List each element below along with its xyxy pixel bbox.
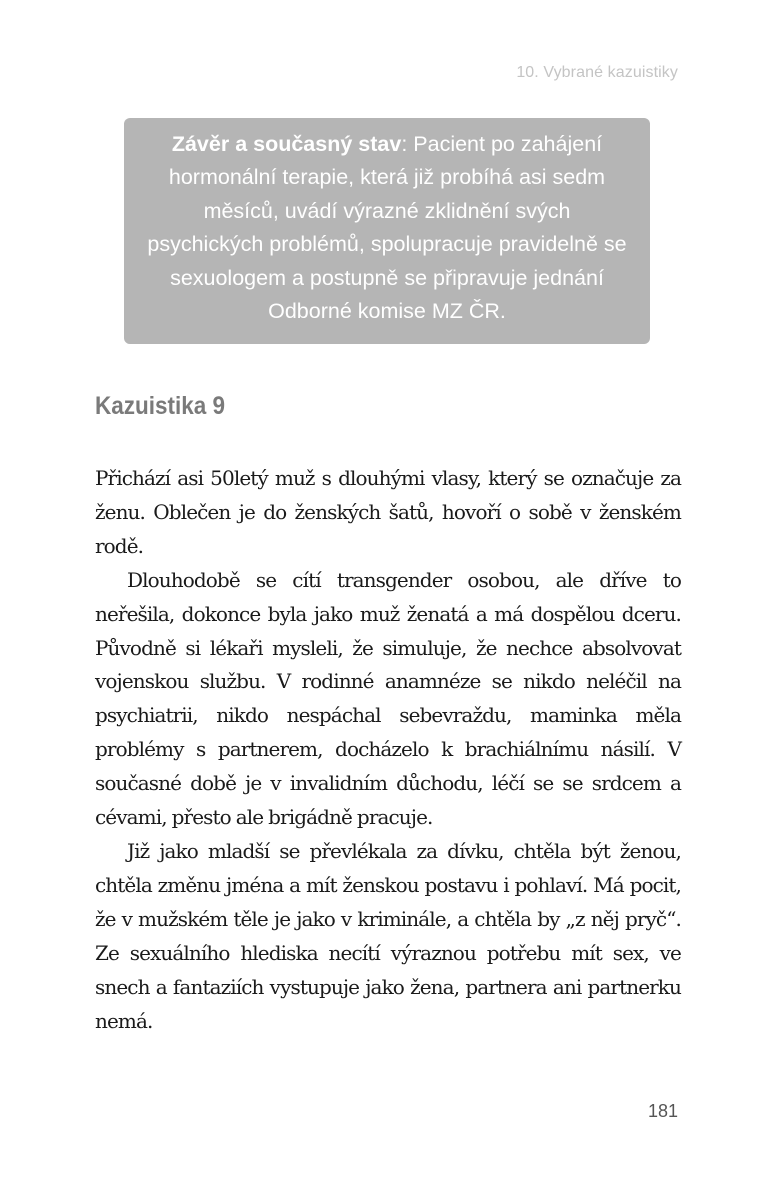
paragraph-3: Již jako mladší se převlékala za dívku, chtěla být ženou, chtěla změnu jména a mít ženskou postavu i pohlaví. Má pocit, že v mužském těle je jako v kriminále, a chtěla by „z něj pryč“. Ze sexuálního hlediska necítí výraznou potřebu mít sex, ve snech a fantaziích vystupuje jako žena, partnera ani partnerku nemá. xyxy=(95,838,681,1033)
body-text xyxy=(95,462,681,1038)
page-number: 181 xyxy=(647,1101,678,1121)
summary-box xyxy=(124,118,650,344)
paragraph-2: Dlouhodobě se cítí transgender osobou, ale dříve to neřešila, dokonce byla jako muž ženatá a má dospělou dceru. Původně si lékaři mysleli, že simuluje, že nechce absolvovat vojenskou službu. V rodinné anamnéze se nikdo neléčil na psychiatrii, nikdo nespáchal sebevraždu, maminka měla problémy s partnerem, docházelo k brachiálnímu násilí. V současné době je v invalidním důchodu, léčí se se srdcem a cévami, přesto ale brigádně pracuje. xyxy=(95,567,681,830)
summary-separator: : xyxy=(401,132,408,156)
paragraph-1: Přichází asi 50letý muž s dlouhými vlasy, který se označuje za ženu. Oblečen je do ženských šatů, hovoří o sobě v ženském rodě. xyxy=(95,466,681,558)
running-head: 10. Vybrané kazuistiky xyxy=(516,64,678,81)
summary-lead: Závěr a současný stav xyxy=(171,132,402,156)
case-heading: Kazuistika 9 xyxy=(95,392,226,420)
summary-text: Pacient po zahájení hormonální terapie, která již probíhá asi sedm měsíců, uvádí výrazné zklidnění svých psychických problémů, spolupracuje pravidelně se sexuologem a postupně se připravuje jednání Odborné komise MZ ČR. xyxy=(147,132,627,324)
